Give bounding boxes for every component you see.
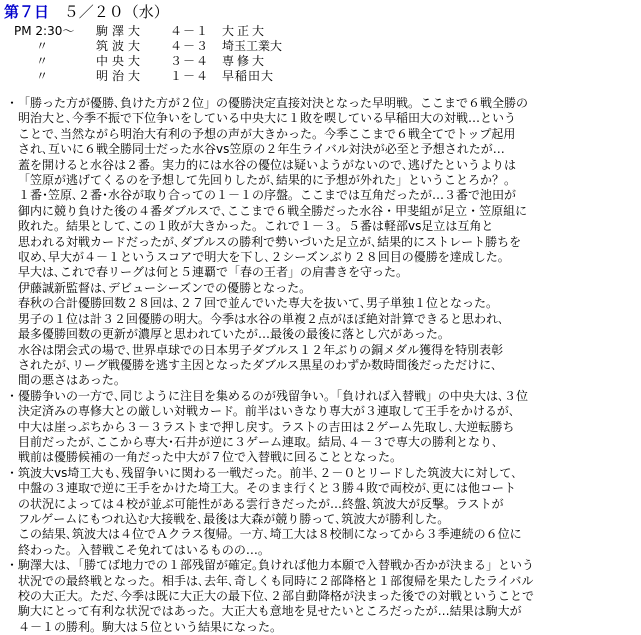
text-line: １番･笠原､２番･水谷が取り合っての１－１の序盤。ここまでは互角だったが…３番で池田が bbox=[18, 188, 517, 203]
text-line: 終わった。入替戦こそ免れてはいるものの…。 bbox=[18, 542, 270, 557]
text-line: 男子の１位は計３２回優勝の明大。今季は水谷の単複２点がほぼ絶対計算できると思われ､ bbox=[18, 311, 505, 326]
text-line: 敗れた。結果として､この１敗が大きかった。これで１－３。５番は軽部vs足立は互角と bbox=[18, 219, 494, 234]
match-school: 明治大 bbox=[96, 69, 145, 83]
match-score: １－４ bbox=[170, 69, 210, 83]
report-body bbox=[6, 96, 636, 635]
text-line: 早大は､これで春リーグは何と５連覇で「春の王者」の肩書きを守った。 bbox=[18, 265, 409, 280]
ditto-mark: 〃 bbox=[36, 54, 49, 68]
day-header bbox=[4, 4, 169, 21]
text-line: 筑波大vs埼工大も､残留争いに関わる一戦だった。前半､２－０とリードした筑波大に対して､ bbox=[18, 465, 518, 480]
match-schedule bbox=[14, 24, 282, 84]
match-opponent: 早稲田大 bbox=[222, 69, 275, 83]
text-line: されたが､リーグ戦優勝を逃す主因となったダブルス黒星のわずか数時間後だっただけに､ bbox=[18, 357, 498, 372]
match-time: PM 2:30～ bbox=[14, 24, 75, 38]
text-line: 御内に競り負けた後の４番ダブルスで､ここまで６戦全勝だった水谷・甲斐組が足立・笠原組に bbox=[18, 203, 528, 218]
match-row bbox=[14, 39, 282, 54]
report-paragraph bbox=[6, 389, 636, 466]
bullet-mark: ・ bbox=[6, 558, 19, 573]
match-school: 駒澤大 bbox=[96, 24, 145, 38]
match-opponent: 大正大 bbox=[222, 24, 268, 38]
text-line: 収め､早大が４－１というスコアで明大を下し､２シーズンぶり２８回目の優勝を達成した。 bbox=[18, 250, 510, 265]
paragraph-text bbox=[18, 466, 636, 558]
text-line: 決定済みの専修大との厳しい対戦カード。前半はいきなり専大が３連取して王手をかけるが､ bbox=[18, 404, 515, 419]
date-label: ５／２０（水） bbox=[63, 3, 169, 21]
match-score: ４－３ bbox=[170, 39, 210, 53]
text-line: 中盤の３連取で逆に王手をかけた埼工大。そのまま行くと３勝４敗で両校が､更には他コート bbox=[18, 481, 517, 496]
match-row bbox=[14, 69, 282, 84]
day-label: 第７日 bbox=[4, 3, 50, 21]
bullet-mark: ・ bbox=[6, 96, 19, 110]
text-line: ことで､当然ながら明治大有利の予想の声が大きかった。今季ここまで６戦全てでトップ起用 bbox=[18, 126, 516, 141]
bullet-mark: ・ bbox=[6, 388, 19, 403]
text-line: 戦前は優勝候補の一角だった中大が７位で入替戦に回ることとなった。 bbox=[18, 450, 403, 465]
text-line: 「勝った方が優勝､負けた方が２位」の優勝決定直接対決となった早明戦。ここまで６戦全勝の bbox=[18, 96, 529, 110]
text-line: 明治大と､今季不振で下位争いをしている中央大に１敗を喫している早稲田大の対戦…という bbox=[18, 111, 517, 126]
text-line: この結果､筑波大は４位でＡクラス復帰。一方､埼工大は８校制になってから３季連続の６位に bbox=[18, 527, 522, 542]
text-line: の状況によっては４校が並ぶ可能性がある雲行きだったが…終盤､筑波大が反撃。ラストが bbox=[18, 496, 504, 511]
text-line: 春秋の合計優勝回数２８回は､２７回で並んでいた専大を抜いて､男子単独１位となった。 bbox=[18, 296, 499, 311]
text-line: 状況での最終戦となった。相手は､去年､奇しくも同時に２部降格と１部復帰を果たしたライバル bbox=[18, 573, 534, 588]
ditto-mark: 〃 bbox=[36, 39, 49, 53]
match-opponent: 専修大 bbox=[222, 54, 268, 68]
paragraph-text bbox=[18, 96, 636, 389]
match-score: ３－４ bbox=[170, 54, 210, 68]
report-paragraph bbox=[6, 466, 636, 558]
text-line: 駒大にとって有利な状況ではあった。大正大も意地を見せたいところだったが…結果は駒大が bbox=[18, 604, 522, 619]
text-line: 伊藤誠新監督は､デビューシーズンでの優勝となった。 bbox=[18, 280, 312, 295]
text-line: 水谷は閉会式の場で､世界卓球での日本男子ダブルス１２年ぶりの銅メダル獲得を特別表彰 bbox=[18, 342, 504, 357]
match-row bbox=[14, 54, 282, 69]
text-line: ４－１の勝利。駒大は５位という結果になった。 bbox=[18, 619, 283, 634]
text-line: 校の大正大。ただ､今季は既に大正大の最下位､２部自動降格が決まった後での対戦ということで bbox=[18, 589, 535, 603]
text-line: フルゲームにもつれ込む大接戦を､最後は大森が競り勝って､筑波大が勝利した。 bbox=[18, 511, 450, 526]
text-line: 思われる対戦カードだったが､ダブルスの勝利で勢いづいた足立が､結果的にストレート勝ちを bbox=[18, 234, 522, 249]
text-line: され､互いに６戦全勝同士だった水谷vs笠原の２年生ライバル対決が必至と予想されたが… bbox=[18, 142, 505, 157]
text-line: 最多優勝回数の更新が濃厚と思われていたが…最後の最後に落とし穴があった。 bbox=[18, 327, 450, 342]
text-line: 間の悪さはあった。 bbox=[18, 373, 126, 388]
bullet-mark: ・ bbox=[6, 465, 19, 480]
text-line: 中大は崖っぷちから３－３ラストまで押し戻す。ラストの吉田は２ゲーム先取し､大逆転勝ち bbox=[18, 419, 515, 434]
text-line: 目前だったが､ここから専大･石井が逆に３ゲーム連取。結局､４－３で専大の勝利となり､ bbox=[18, 434, 499, 449]
report-paragraph bbox=[6, 96, 636, 389]
match-school: 筑波大 bbox=[96, 39, 145, 53]
match-school: 中央大 bbox=[96, 54, 145, 68]
text-line: 蓋を開けると水谷は２番。実力的には水谷の優位は疑いようがないので､逃げたというよりは bbox=[18, 157, 517, 172]
text-line: 「笠原が逃げてくるのを予想して先回りしたが､結果的に予想が外れた」ということろか？。 bbox=[18, 173, 517, 188]
text-line: 優勝争いの一方で､同じように注目を集めるのが残留争い。「負ければ入替戦」の中央大は､３位 bbox=[18, 388, 529, 403]
match-score: ４－１ bbox=[170, 24, 210, 38]
match-row bbox=[14, 24, 282, 39]
paragraph-text bbox=[18, 389, 636, 466]
match-opponent: 埼玉工業大 bbox=[222, 39, 283, 53]
ditto-mark: 〃 bbox=[36, 69, 49, 83]
text-line: 駒澤大は､「勝てば地力での１部残留が確定｡負ければ他力本願で入替戦か否かが決まる」という bbox=[18, 558, 535, 573]
